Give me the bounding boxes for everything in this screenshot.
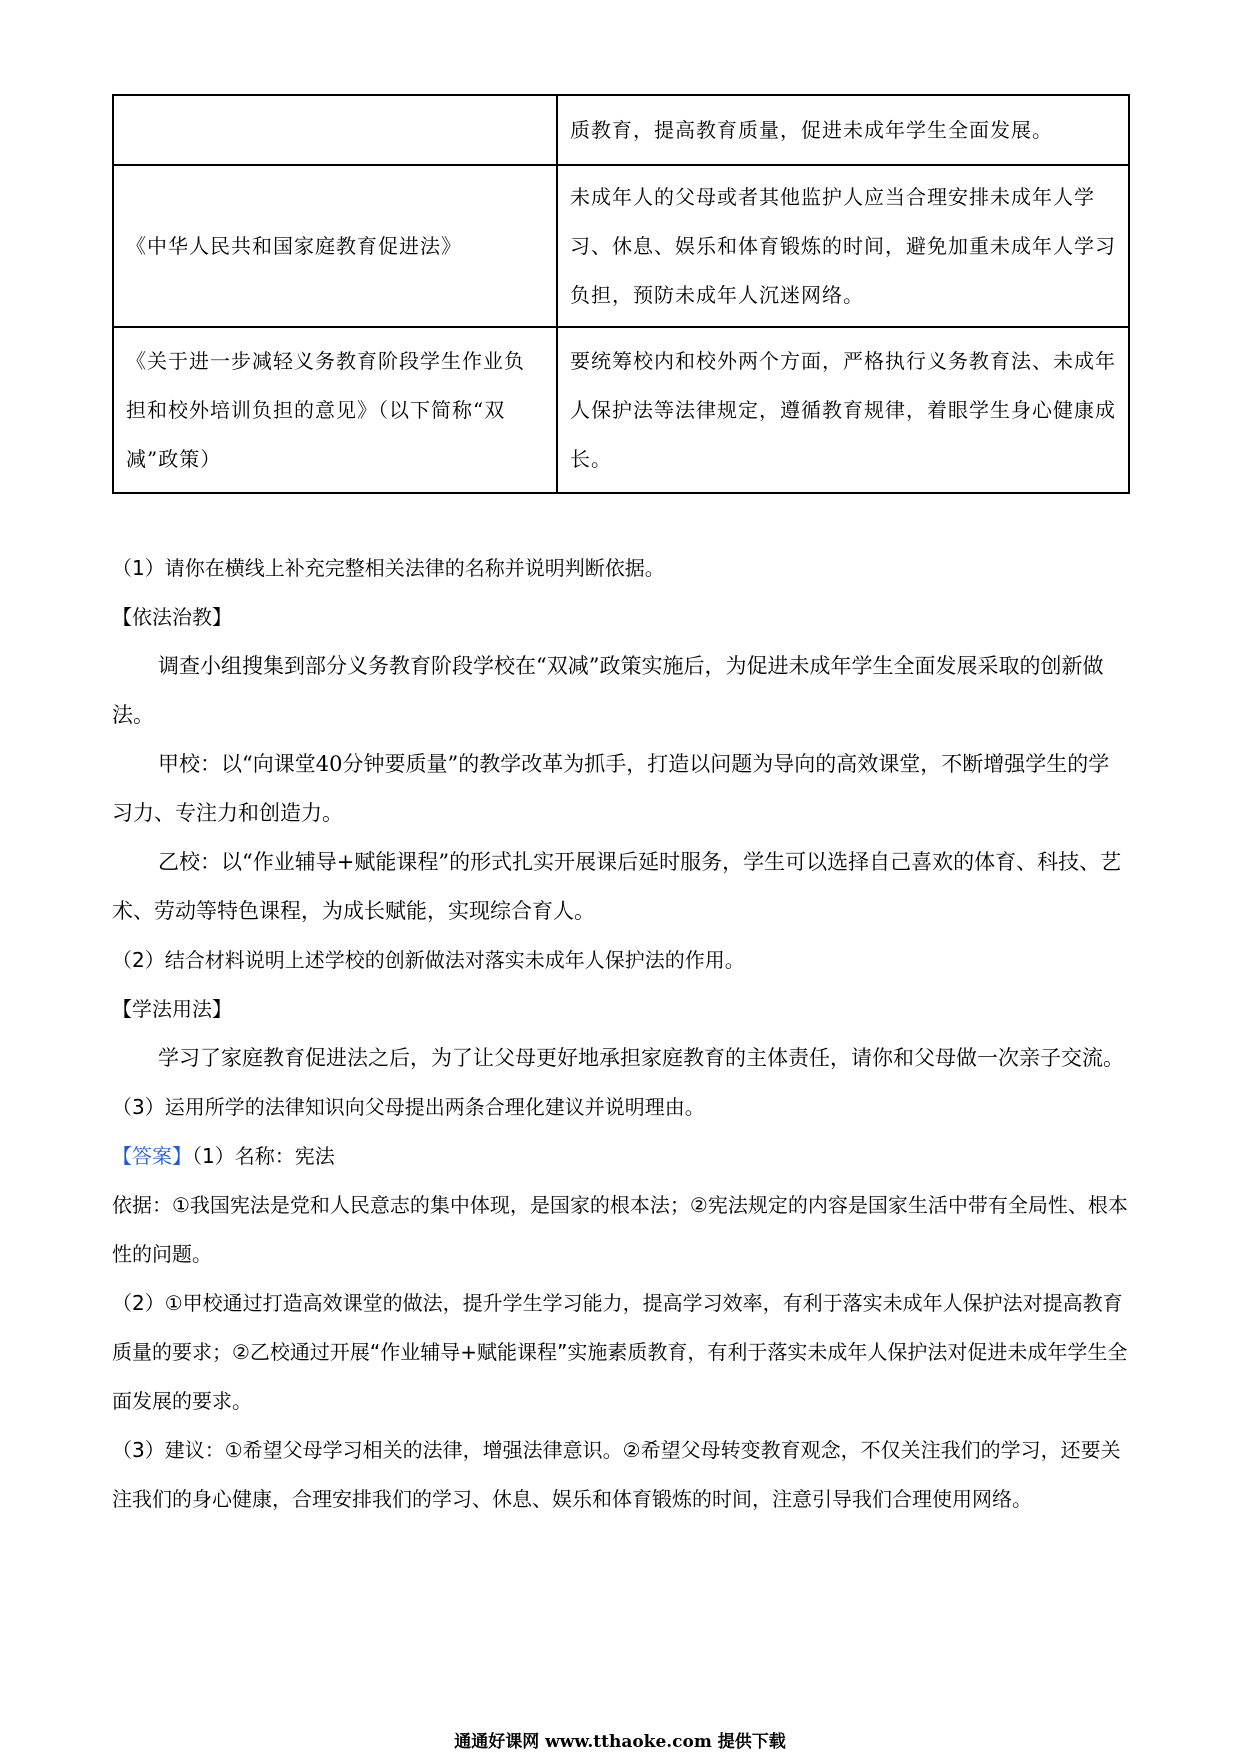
answer-1-name-text: （1）名称：宪法 [192,1144,335,1168]
table-cell-law-name: 《中华人民共和国家庭教育促进法》 [113,165,557,327]
answer-3: （3）建议：①希望父母学习相关的法律，增强法律意识。②希望父母转变教育观念，不仅关注我们的学习，还要关注我们的身心健康，合理安排我们的学习、休息、娱乐和体育锻炼的时间，注意引导我们合理使用网络。 [112,1438,1121,1511]
paragraph-survey: 调查小组搜集到部分义务教育阶段学校在“双减”政策实施后，为促进未成年学生全面发展采取的创新做法。 [112,654,1104,727]
answer-tag: 【答案】 [112,1144,192,1168]
paragraph-school-yi: 乙校：以“作业辅导+赋能课程”的形式扎实开展课后延时服务，学生可以选择自己喜欢的体育、科技、艺术、劳动等特色课程，为成长赋能，实现综合育人。 [112,850,1122,923]
table-cell-provision: 要统筹校内和校外两个方面，严格执行义务教育法、未成年人保护法等法律规定，遵循教育规律，着眼学生身心健康成长。 [557,327,1129,493]
question-2: （2）结合材料说明上述学校的创新做法对落实未成年人保护法的作用。 [112,948,745,972]
question-3: （3）运用所学的法律知识向父母提出两条合理化建议并说明理由。 [112,1095,705,1119]
answer-2: （2）①甲校通过打造高效课堂的做法，提升学生学习能力，提高学习效率，有利于落实未成年人保护法对提高教育质量的要求；②乙校通过开展“作业辅导+赋能课程”实施素质教育，有利于落实未成年人保护法对促进未成年学生全面发展的要求。 [112,1291,1128,1413]
paragraph-school-jia: 甲校：以“向课堂40分钟要质量”的教学改革为抓手，打造以问题为导向的高效课堂，不断增强学生的学习力、专注力和创造力。 [112,752,1110,825]
section-heading-yifa: 【依法治教】 [112,605,232,629]
answer-1-name [112,1132,1128,1181]
table-cell-provision: 未成年人的父母或者其他监护人应当合理安排未成年人学习、休息、娱乐和体育锻炼的时间，避免加重未成年人学习负担，预防未成年人沉迷网络。 [557,165,1129,327]
paragraph-family: 学习了家庭教育促进法之后，为了让父母更好地承担家庭教育的主体责任，请你和父母做一次亲子交流。 [158,1046,1124,1070]
table-cell-provision: 质教育，提高教育质量，促进未成年学生全面发展。 [557,95,1129,165]
table-cell-law-name [113,95,557,165]
table-cell-law-name: 《关于进一步减轻义务教育阶段学生作业负担和校外培训负担的意见》（以下简称“双减”政策） [113,327,557,493]
question-1: （1）请你在横线上补充完整相关法律的名称并说明判断依据。 [112,556,665,580]
table-row [113,165,1129,327]
answer-1-basis: 依据：①我国宪法是党和人民意志的集中体现，是国家的根本法；②宪法规定的内容是国家生活中带有全局性、根本性的问题。 [112,1193,1128,1266]
table-row [113,327,1129,493]
table-row [113,95,1129,165]
law-table [112,94,1130,494]
page-footer: 通通好课网 www.tthaoke.com 提供下载 [454,1732,786,1752]
section-heading-xuefa: 【学法用法】 [112,997,232,1021]
question-body [112,544,1128,1524]
